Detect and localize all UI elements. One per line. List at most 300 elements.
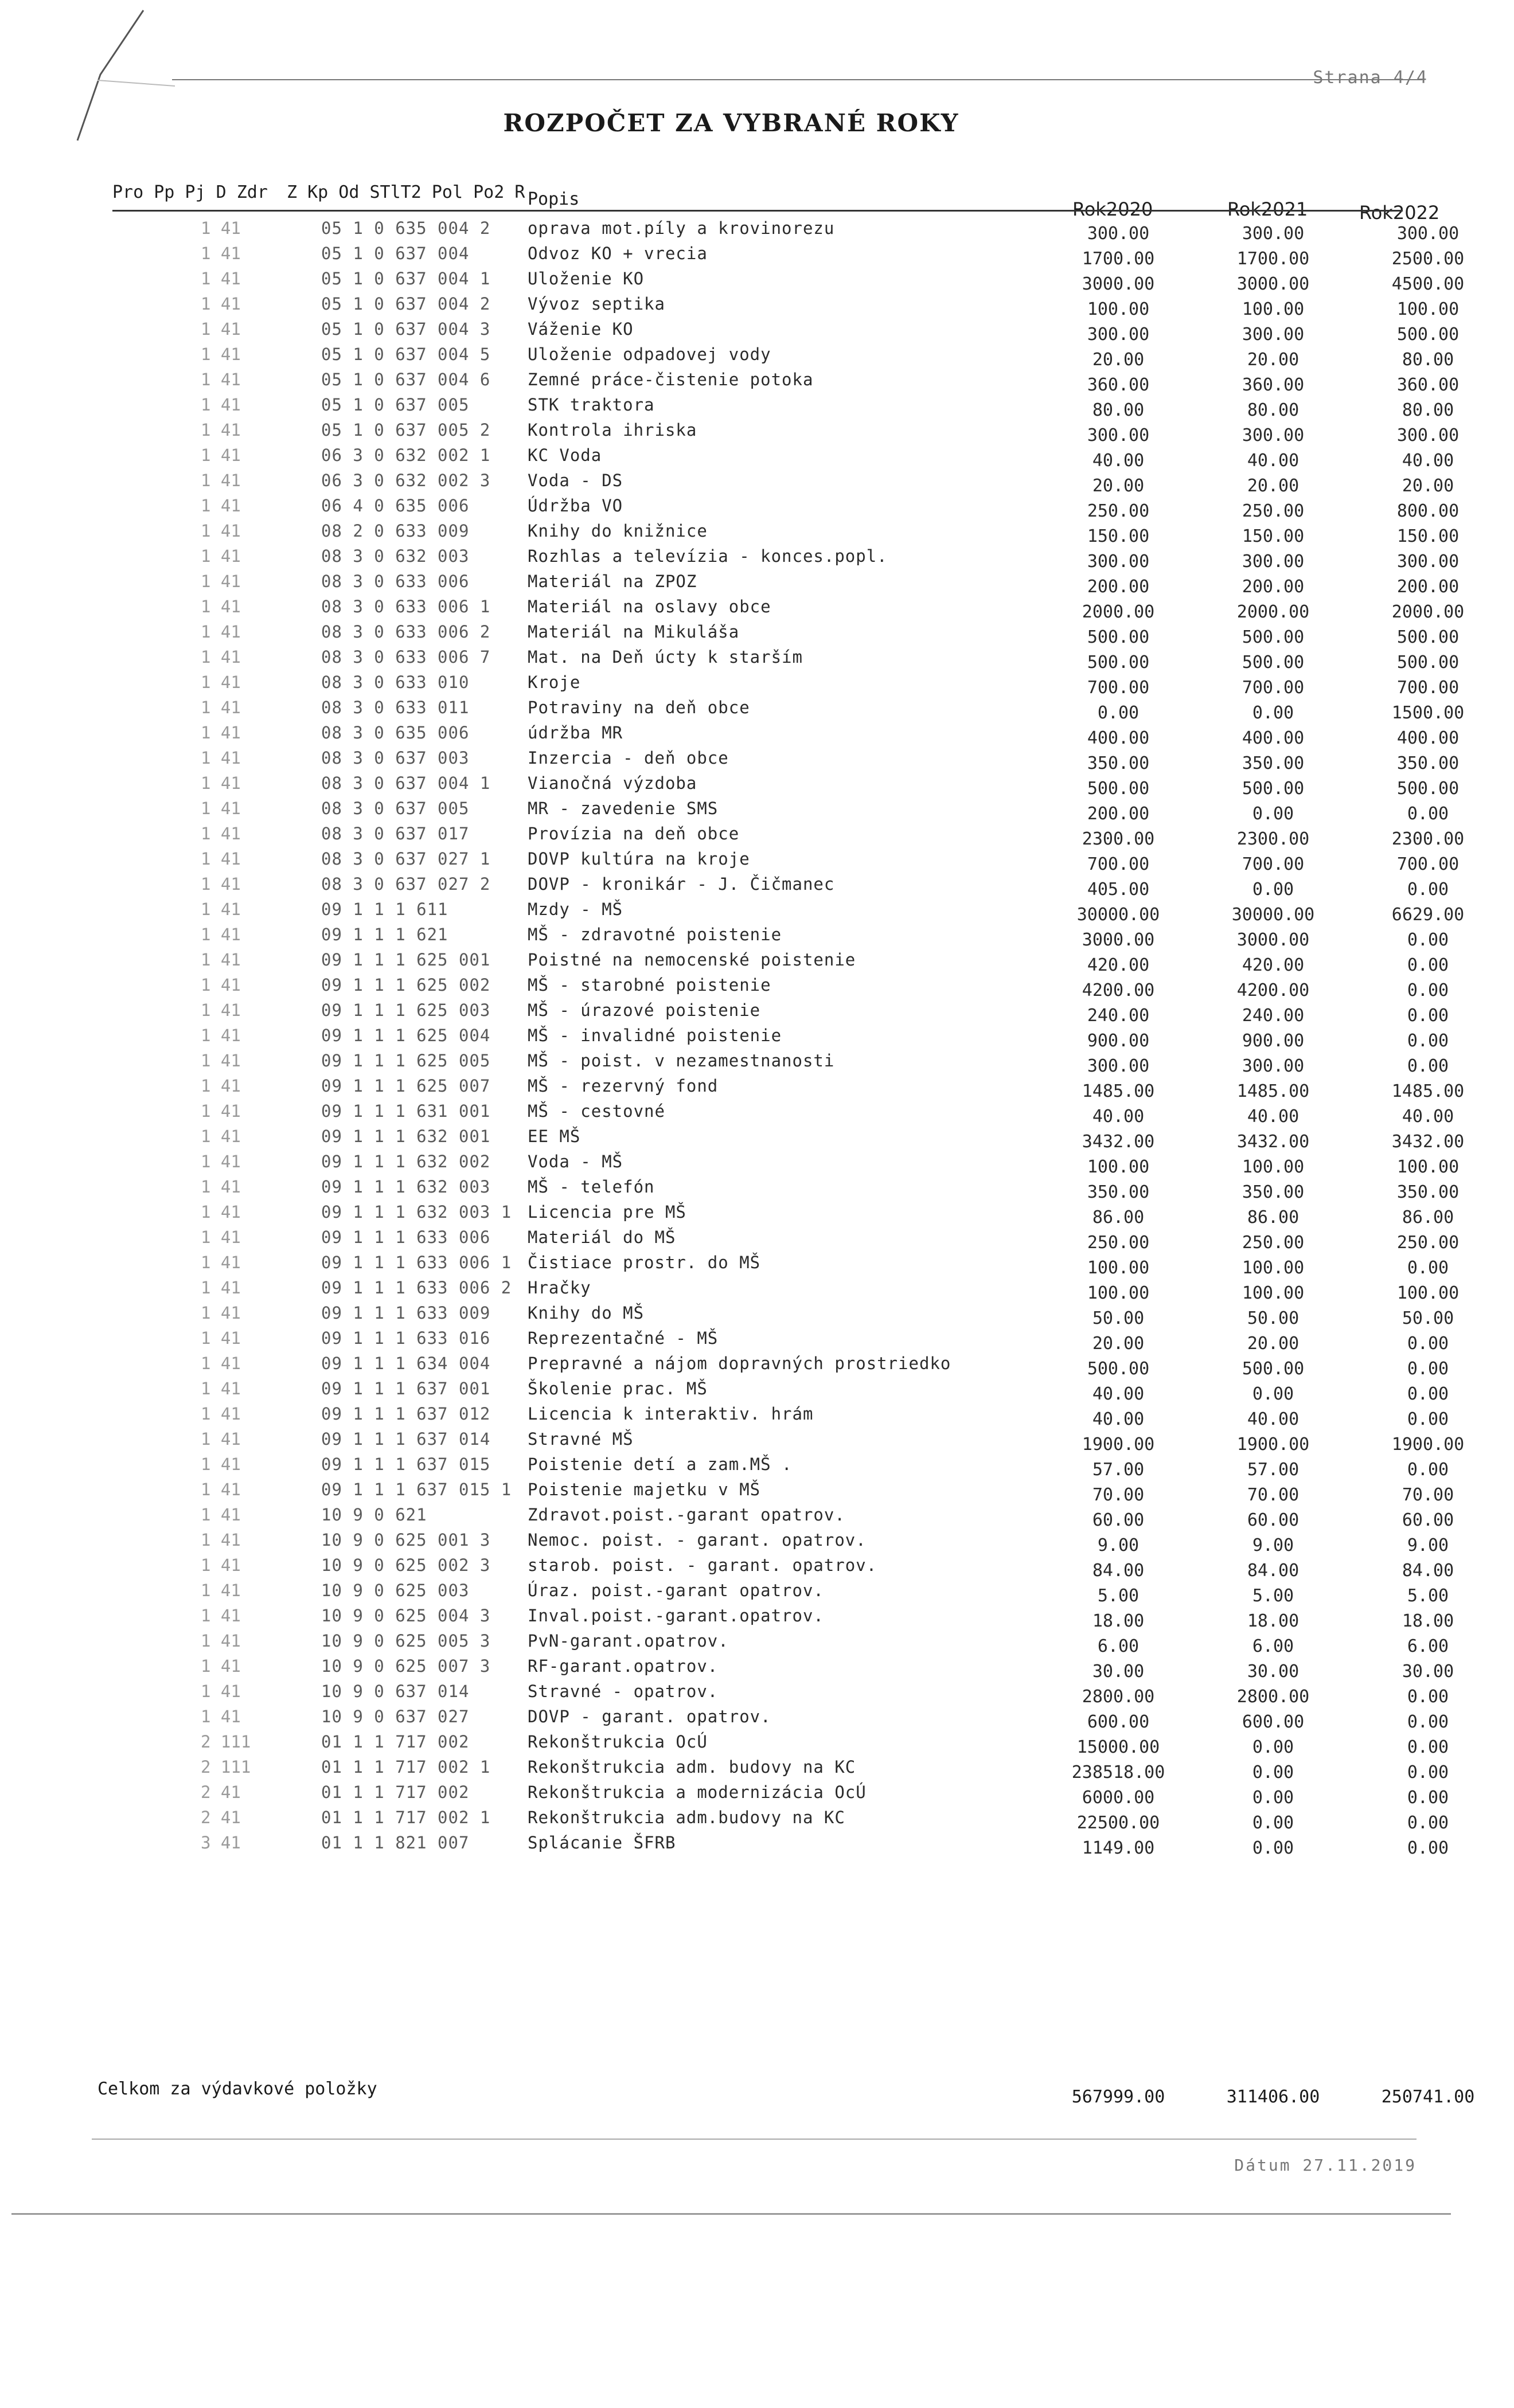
row-rok2021: 500.00 — [1242, 627, 1305, 647]
row-rok2020: 20.00 — [1092, 350, 1145, 370]
row-codes: 05 1 0 637 004 1 — [321, 269, 491, 288]
row-codes: 09 1 1 1 632 002 — [321, 1152, 491, 1171]
row-rok2021: 9.00 — [1252, 1535, 1294, 1555]
row-pj: 1 41 — [201, 445, 241, 465]
row-rok2021: 300.00 — [1242, 552, 1305, 572]
row-rok2020: 30000.00 — [1076, 905, 1160, 925]
row-rok2021: 360.00 — [1242, 375, 1305, 395]
row-popis: Inzercia - deň obce — [528, 748, 729, 768]
table-row — [0, 745, 1462, 771]
row-rok2021: 20.00 — [1247, 476, 1300, 496]
row-rok2020: 9.00 — [1097, 1535, 1140, 1555]
row-pj: 1 41 — [201, 900, 241, 919]
row-codes: 08 3 0 637 017 — [321, 824, 470, 843]
table-row — [0, 216, 1462, 244]
row-popis: Mzdy - MŠ — [528, 900, 623, 919]
row-rok2020: 40.00 — [1092, 1107, 1145, 1127]
row-popis: Licencia k interaktiv. hrám — [528, 1404, 814, 1424]
row-popis: MŠ - úrazové poistenie — [528, 1000, 761, 1020]
row-codes: 10 9 0 625 002 3 — [321, 1555, 491, 1575]
row-rok2021: 70.00 — [1247, 1485, 1300, 1505]
row-rok2020: 300.00 — [1087, 1056, 1150, 1076]
row-pj: 1 41 — [201, 319, 241, 339]
table-row — [0, 1048, 1462, 1076]
row-rok2021: 400.00 — [1242, 728, 1305, 748]
table-row — [0, 518, 1462, 544]
row-rok2021: 60.00 — [1247, 1510, 1300, 1530]
row-rok2020: 1485.00 — [1082, 1081, 1155, 1101]
table-row — [0, 644, 1462, 673]
row-rok2022: 500.00 — [1396, 652, 1460, 673]
row-rok2020: 6.00 — [1097, 1636, 1140, 1656]
row-pj: 1 41 — [201, 1480, 241, 1499]
row-rok2021: 4200.00 — [1236, 980, 1310, 1000]
row-rok2022: 1500.00 — [1391, 703, 1465, 723]
row-pj: 1 41 — [201, 1379, 241, 1398]
row-rok2021: 18.00 — [1247, 1611, 1300, 1631]
row-codes: 05 1 0 637 005 — [321, 395, 470, 415]
column-header-popis: Popis — [528, 189, 580, 209]
row-rok2020: 86.00 — [1092, 1207, 1145, 1228]
row-rok2021: 500.00 — [1242, 1359, 1305, 1379]
row-popis: Knihy do MŠ — [528, 1303, 645, 1323]
row-popis: Materiál do MŠ — [528, 1228, 676, 1247]
table-row — [0, 493, 1462, 521]
table-row — [0, 1805, 1462, 1833]
row-rok2020: 30.00 — [1092, 1662, 1145, 1682]
row-rok2022: 6.00 — [1407, 1636, 1449, 1656]
row-popis: Údržba VO — [528, 496, 623, 515]
row-popis: STK traktora — [528, 395, 655, 415]
row-rok2020: 600.00 — [1087, 1712, 1150, 1732]
row-codes: 09 1 1 1 632 003 1 — [321, 1202, 512, 1222]
row-rok2022: 700.00 — [1396, 678, 1460, 698]
row-pj: 1 41 — [201, 874, 241, 894]
row-rok2021: 300.00 — [1242, 1056, 1305, 1076]
row-pj: 1 41 — [201, 471, 241, 490]
row-popis: Uloženie KO — [528, 269, 645, 288]
row-rok2022: 0.00 — [1407, 1056, 1449, 1076]
row-rok2020: 1149.00 — [1082, 1838, 1155, 1858]
row-popis: MŠ - zdravotné poistenie — [528, 925, 782, 944]
table-row — [0, 1174, 1462, 1202]
row-pj: 1 41 — [201, 1555, 241, 1575]
row-rok2021: 100.00 — [1242, 1258, 1305, 1278]
table-row — [0, 897, 1465, 925]
table-row — [0, 1679, 1462, 1707]
row-rok2020: 200.00 — [1087, 804, 1150, 824]
row-codes: 01 1 1 717 002 — [321, 1782, 470, 1802]
row-rok2021: 350.00 — [1242, 753, 1305, 773]
row-popis: MŠ - poist. v nezamestnanosti — [528, 1051, 835, 1070]
row-codes: 09 1 1 1 625 003 — [321, 1000, 491, 1020]
row-popis: Potraviny na deň obce — [528, 698, 750, 717]
row-pj: 1 41 — [201, 950, 241, 970]
row-rok2022: 0.00 — [1407, 1460, 1449, 1480]
row-rok2020: 700.00 — [1087, 678, 1150, 698]
row-rok2021: 80.00 — [1247, 400, 1300, 420]
row-rok2020: 40.00 — [1092, 1384, 1145, 1404]
row-pj: 1 41 — [201, 1303, 241, 1323]
row-rok2021: 0.00 — [1252, 1788, 1294, 1808]
row-rok2022: 0.00 — [1407, 1712, 1449, 1732]
row-codes: 05 1 0 637 004 — [321, 244, 470, 263]
row-popis: Školenie prac. MŠ — [528, 1379, 708, 1398]
row-rok2020: 150.00 — [1087, 526, 1150, 546]
row-rok2021: 40.00 — [1247, 1107, 1300, 1127]
table-row — [0, 1830, 1462, 1858]
row-rok2022: 300.00 — [1396, 552, 1460, 572]
table-row — [0, 1401, 1462, 1429]
row-rok2021: 30000.00 — [1231, 905, 1315, 925]
bottom-rule — [11, 2213, 1451, 2215]
row-rok2021: 700.00 — [1242, 854, 1305, 874]
table-row — [0, 1527, 1462, 1553]
table-row — [0, 947, 1462, 975]
row-rok2020: 20.00 — [1092, 1334, 1145, 1354]
row-rok2020: 500.00 — [1087, 652, 1150, 673]
row-pj: 1 41 — [201, 521, 241, 541]
row-rok2020: 100.00 — [1087, 1258, 1150, 1278]
row-codes: 10 9 0 637 014 — [321, 1682, 470, 1701]
row-rok2020: 84.00 — [1092, 1561, 1145, 1581]
footer-rule — [92, 2139, 1417, 2140]
row-pj: 1 41 — [201, 546, 241, 566]
table-row — [0, 1099, 1462, 1127]
total-rok2022: 250741.00 — [1381, 2087, 1475, 2107]
row-popis: EE MŠ — [528, 1127, 581, 1146]
row-rok2021: 50.00 — [1247, 1308, 1300, 1328]
row-codes: 09 1 1 1 631 001 — [321, 1101, 491, 1121]
row-rok2022: 400.00 — [1396, 728, 1460, 748]
row-pj: 1 41 — [201, 1656, 241, 1676]
row-rok2021: 600.00 — [1242, 1712, 1305, 1732]
row-rok2022: 3432.00 — [1391, 1132, 1465, 1152]
row-codes: 09 1 1 1 625 004 — [321, 1026, 491, 1045]
row-rok2021: 100.00 — [1242, 299, 1305, 319]
row-pj: 1 41 — [201, 1127, 241, 1146]
row-codes: 09 1 1 1 637 012 — [321, 1404, 491, 1424]
row-codes: 06 3 0 632 002 1 — [321, 445, 491, 465]
row-rok2020: 2800.00 — [1082, 1687, 1155, 1707]
row-pj: 1 41 — [201, 799, 241, 818]
row-pj: 1 41 — [201, 975, 241, 995]
row-rok2020: 500.00 — [1087, 779, 1150, 799]
table-row — [0, 342, 1462, 370]
row-rok2021: 20.00 — [1247, 350, 1300, 370]
row-rok2020: 3000.00 — [1082, 274, 1155, 294]
table-row — [0, 367, 1462, 395]
row-pj: 1 41 — [201, 698, 241, 717]
table-row — [0, 972, 1462, 998]
row-rok2022: 0.00 — [1407, 1006, 1449, 1026]
row-rok2022: 350.00 — [1396, 753, 1460, 773]
row-popis: Materiál na ZPOZ — [528, 572, 697, 591]
row-rok2021: 700.00 — [1242, 678, 1305, 698]
row-rok2021: 300.00 — [1242, 425, 1305, 445]
row-codes: 09 1 1 1 633 006 1 — [321, 1253, 512, 1272]
row-pj: 1 41 — [201, 925, 241, 944]
row-rok2022: 300.00 — [1396, 425, 1460, 445]
row-rok2022: 0.00 — [1407, 1258, 1449, 1278]
row-rok2022: 2500.00 — [1391, 249, 1465, 269]
table-row — [0, 720, 1462, 748]
row-pj: 1 41 — [201, 420, 241, 440]
table-row — [0, 1502, 1462, 1530]
row-popis: MŠ - rezervný fond — [528, 1076, 719, 1096]
row-rok2020: 100.00 — [1087, 1157, 1150, 1177]
table-row — [0, 1300, 1462, 1326]
table-row — [0, 1729, 1462, 1757]
row-codes: 09 1 1 1 633 006 2 — [321, 1278, 512, 1297]
row-rok2022: 100.00 — [1396, 299, 1460, 319]
row-rok2022: 86.00 — [1402, 1207, 1454, 1228]
row-codes: 08 3 0 637 003 — [321, 748, 470, 768]
row-rok2021: 240.00 — [1242, 1006, 1305, 1026]
row-rok2022: 800.00 — [1396, 501, 1460, 521]
table-row — [0, 1199, 1462, 1228]
row-pj: 1 41 — [201, 1581, 241, 1600]
table-row — [0, 1754, 1462, 1780]
row-pj: 1 41 — [201, 1101, 241, 1121]
row-rok2020: 50.00 — [1092, 1308, 1145, 1328]
row-rok2020: 40.00 — [1092, 451, 1145, 471]
row-popis: Voda - MŠ — [528, 1152, 623, 1171]
row-rok2021: 40.00 — [1247, 1409, 1300, 1429]
row-rok2021: 500.00 — [1242, 652, 1305, 673]
row-popis: Čistiace prostr. do MŠ — [528, 1253, 761, 1272]
row-rok2022: 40.00 — [1402, 1107, 1454, 1127]
row-popis: MR - zavedenie SMS — [528, 799, 719, 818]
row-rok2021: 350.00 — [1242, 1182, 1305, 1202]
row-rok2021: 150.00 — [1242, 526, 1305, 546]
row-pj: 1 41 — [201, 1530, 241, 1550]
row-popis: Vývoz septika — [528, 294, 665, 314]
row-pj: 1 41 — [201, 647, 241, 667]
row-codes: 01 1 1 717 002 1 — [321, 1757, 491, 1777]
row-rok2021: 2300.00 — [1236, 829, 1310, 849]
row-popis: Poistenie detí a zam.MŠ . — [528, 1455, 793, 1474]
row-rok2022: 500.00 — [1396, 627, 1460, 647]
table-row — [0, 594, 1465, 622]
top-rule — [172, 79, 1422, 80]
row-rok2021: 30.00 — [1247, 1662, 1300, 1682]
row-rok2021: 100.00 — [1242, 1157, 1305, 1177]
row-rok2021: 5.00 — [1252, 1586, 1294, 1606]
table-row — [0, 1124, 1465, 1152]
row-rok2021: 250.00 — [1242, 501, 1305, 521]
row-popis: Voda - DS — [528, 471, 623, 490]
row-rok2022: 1485.00 — [1391, 1081, 1465, 1101]
row-rok2022: 350.00 — [1396, 1182, 1460, 1202]
row-codes: 05 1 0 637 004 3 — [321, 319, 491, 339]
row-pj: 2 111 — [201, 1732, 251, 1752]
row-popis: Kroje — [528, 673, 581, 692]
row-codes: 09 1 1 1 611 — [321, 900, 448, 919]
row-pj: 1 41 — [201, 395, 241, 415]
table-row — [0, 1477, 1462, 1505]
row-codes: 06 4 0 635 006 — [321, 496, 470, 515]
row-pj: 1 41 — [201, 849, 241, 869]
row-rok2021: 0.00 — [1252, 1838, 1294, 1858]
row-pj: 1 41 — [201, 1328, 241, 1348]
row-rok2020: 300.00 — [1087, 552, 1150, 572]
row-pj: 1 41 — [201, 1606, 241, 1625]
row-pj: 1 41 — [201, 1682, 241, 1701]
row-rok2022: 0.00 — [1407, 804, 1449, 824]
budget-table — [0, 216, 1465, 1858]
row-popis: Hračky — [528, 1278, 591, 1297]
row-pj: 1 41 — [201, 773, 241, 793]
row-rok2020: 60.00 — [1092, 1510, 1145, 1530]
table-row — [0, 1326, 1462, 1354]
row-rok2022: 0.00 — [1407, 1409, 1449, 1429]
row-rok2020: 70.00 — [1092, 1485, 1145, 1505]
row-pj: 1 41 — [201, 1202, 241, 1222]
row-rok2022: 4500.00 — [1391, 274, 1465, 294]
row-rok2022: 0.00 — [1407, 1687, 1449, 1707]
row-popis: Rekonštrukcia a modernizácia OcÚ — [528, 1782, 867, 1802]
row-rok2022: 0.00 — [1407, 1031, 1449, 1051]
row-popis: RF-garant.opatrov. — [528, 1656, 719, 1676]
table-row — [0, 796, 1462, 824]
row-pj: 1 41 — [201, 345, 241, 364]
row-codes: 01 1 1 717 002 — [321, 1732, 470, 1752]
row-rok2020: 350.00 — [1087, 1182, 1150, 1202]
row-popis: Poistenie majetku v MŠ — [528, 1480, 761, 1499]
table-row — [0, 1452, 1462, 1480]
table-row — [0, 241, 1465, 269]
row-rok2020: 57.00 — [1092, 1460, 1145, 1480]
row-pj: 1 41 — [201, 1051, 241, 1070]
row-popis: Poistné na nemocenské poistenie — [528, 950, 856, 970]
row-codes: 08 3 0 637 005 — [321, 799, 470, 818]
row-popis: starob. poist. - garant. opatrov. — [528, 1555, 877, 1575]
row-codes: 09 1 1 1 621 — [321, 925, 448, 944]
total-rok2021: 311406.00 — [1226, 2087, 1320, 2107]
row-rok2020: 250.00 — [1087, 501, 1150, 521]
row-rok2021: 20.00 — [1247, 1334, 1300, 1354]
row-rok2021: 500.00 — [1242, 779, 1305, 799]
total-rok2020: 567999.00 — [1071, 2087, 1165, 2107]
table-row — [0, 1553, 1462, 1581]
column-header-middle: Z Kp Od STlT2 Pol Po2 R — [287, 182, 525, 202]
row-codes: 09 1 1 1 633 016 — [321, 1328, 491, 1348]
row-rok2020: 1900.00 — [1082, 1434, 1155, 1455]
column-header-rok2020: Rok2020 — [1072, 198, 1153, 220]
row-pj: 1 41 — [201, 218, 241, 238]
row-rok2022: 100.00 — [1396, 1283, 1460, 1303]
row-codes: 10 9 0 625 004 3 — [321, 1606, 491, 1625]
row-pj: 1 41 — [201, 597, 241, 616]
row-rok2021: 0.00 — [1252, 1737, 1294, 1757]
row-rok2020: 3432.00 — [1082, 1132, 1155, 1152]
row-popis: Knihy do knižnice — [528, 521, 708, 541]
row-popis: Inval.poist.-garant.opatrov. — [528, 1606, 824, 1625]
table-row — [0, 316, 1462, 345]
row-rok2021: 1485.00 — [1236, 1081, 1310, 1101]
row-rok2020: 22500.00 — [1076, 1813, 1160, 1833]
row-pj: 1 41 — [201, 1631, 241, 1651]
row-rok2022: 500.00 — [1396, 325, 1460, 345]
row-rok2022: 300.00 — [1396, 224, 1460, 244]
row-rok2022: 9.00 — [1407, 1535, 1449, 1555]
row-codes: 09 1 1 1 634 004 — [321, 1354, 491, 1373]
row-rok2022: 0.00 — [1407, 1737, 1449, 1757]
row-codes: 08 3 0 633 006 — [321, 572, 470, 591]
row-popis: Kontrola ihriska — [528, 420, 697, 440]
row-pj: 1 41 — [201, 496, 241, 515]
table-row — [0, 670, 1462, 698]
row-rok2020: 500.00 — [1087, 627, 1150, 647]
table-row — [0, 1704, 1462, 1732]
row-pj: 1 41 — [201, 1404, 241, 1424]
row-pj: 1 41 — [201, 572, 241, 591]
table-row — [0, 695, 1465, 723]
row-codes: 09 1 1 1 625 007 — [321, 1076, 491, 1096]
row-codes: 10 9 0 621 — [321, 1505, 427, 1524]
row-pj: 2 41 — [201, 1808, 241, 1827]
row-codes: 09 1 1 1 625 001 — [321, 950, 491, 970]
row-rok2020: 300.00 — [1087, 425, 1150, 445]
table-row — [0, 417, 1462, 443]
row-popis: Prepravné a nájom dopravných prostriedko — [528, 1354, 951, 1373]
table-row — [0, 1780, 1462, 1808]
table-row — [0, 1149, 1462, 1177]
row-rok2022: 50.00 — [1402, 1308, 1454, 1328]
row-rok2021: 300.00 — [1242, 325, 1305, 345]
row-pj: 1 41 — [201, 723, 241, 742]
row-rok2022: 2000.00 — [1391, 602, 1465, 622]
row-popis: MŠ - telefón — [528, 1177, 655, 1197]
row-codes: 08 3 0 633 006 7 — [321, 647, 491, 667]
row-rok2022: 0.00 — [1407, 1359, 1449, 1379]
row-rok2021: 0.00 — [1252, 804, 1294, 824]
row-rok2021: 2800.00 — [1236, 1687, 1310, 1707]
row-popis: MŠ - cestovné — [528, 1101, 665, 1121]
row-popis: Licencia pre MŠ — [528, 1202, 686, 1222]
row-rok2022: 360.00 — [1396, 375, 1460, 395]
row-pj: 1 41 — [201, 1026, 241, 1045]
row-rok2021: 1900.00 — [1236, 1434, 1310, 1455]
row-pj: 1 41 — [201, 1076, 241, 1096]
row-rok2020: 2000.00 — [1082, 602, 1155, 622]
row-rok2021: 1700.00 — [1236, 249, 1310, 269]
row-rok2022: 0.00 — [1407, 1762, 1449, 1782]
row-rok2021: 0.00 — [1252, 703, 1294, 723]
total-row — [0, 2079, 1475, 2108]
row-popis: DOVP - kronikár - J. Čičmanec — [528, 874, 835, 894]
row-rok2022: 60.00 — [1402, 1510, 1454, 1530]
row-rok2020: 100.00 — [1087, 299, 1150, 319]
row-rok2020: 3000.00 — [1082, 930, 1155, 950]
row-rok2020: 400.00 — [1087, 728, 1150, 748]
row-rok2022: 0.00 — [1407, 1384, 1449, 1404]
row-rok2020: 1700.00 — [1082, 249, 1155, 269]
table-row — [0, 998, 1462, 1026]
row-popis: Zdravot.poist.-garant opatrov. — [528, 1505, 845, 1524]
row-popis: Reprezentačné - MŠ — [528, 1328, 719, 1348]
table-row — [0, 1426, 1465, 1455]
table-row — [0, 922, 1462, 950]
row-pj: 1 41 — [201, 1278, 241, 1297]
row-codes: 10 9 0 625 001 3 — [321, 1530, 491, 1550]
table-row — [0, 1376, 1462, 1404]
table-row — [0, 544, 1462, 572]
row-rok2022: 500.00 — [1396, 779, 1460, 799]
row-rok2022: 250.00 — [1396, 1233, 1460, 1253]
row-rok2021: 250.00 — [1242, 1233, 1305, 1253]
